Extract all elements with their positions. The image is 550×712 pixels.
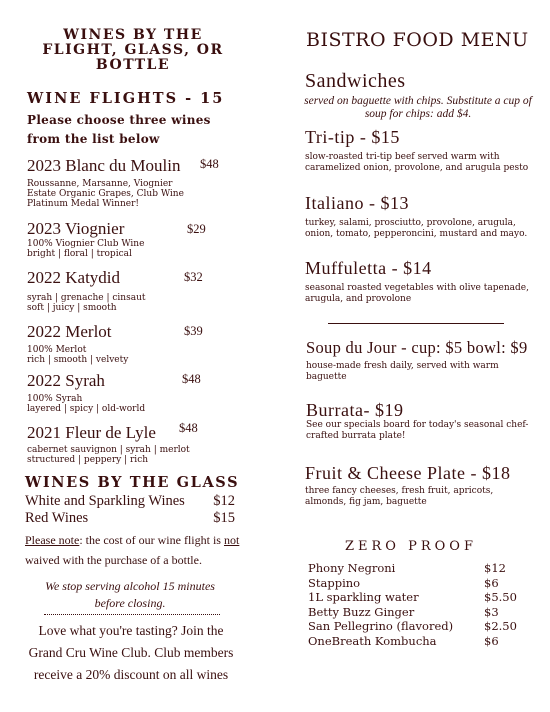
- wine-name: 2022 Merlot: [27, 322, 112, 341]
- wine-price: $48: [200, 157, 219, 171]
- wine-desc-line: 100% Merlot: [27, 345, 87, 355]
- fruit-plate-name: Fruit & Cheese Plate - $18: [305, 463, 511, 483]
- zero-proof-name: OneBreath Kombucha: [308, 633, 437, 648]
- wine-name: 2022 Syrah: [27, 371, 105, 390]
- zero-proof-price: $12: [484, 561, 506, 575]
- section-divider: [328, 323, 504, 324]
- wine-desc: [27, 345, 233, 365]
- wine-name: 2022 Katydid: [27, 268, 121, 287]
- menu-item-name: Muffuletta - $14: [305, 258, 432, 278]
- wine-desc-line: bright | floral | tropical: [27, 249, 132, 259]
- wine-club-promo: Love what you're tasting? Join the Grand Cru Wine Club. Club members receive a 20% discount on all wines: [28, 623, 234, 682]
- wine-price: $39: [184, 324, 203, 338]
- wine-desc-line: 100% Syrah: [27, 394, 83, 404]
- dotted-divider: [44, 614, 220, 615]
- burrata-name: Burrata- $19: [306, 400, 404, 420]
- wine-list: [27, 156, 242, 476]
- glass-item-name: White and Sparkling Wines: [25, 493, 185, 509]
- wine-name: 2023 Viognier: [27, 219, 125, 238]
- note-label: Please note: [25, 533, 80, 547]
- wine-item: [27, 268, 233, 313]
- flight-note: [25, 530, 240, 570]
- soup-name: Soup du Jour - cup: $5 bowl: $9: [306, 338, 528, 357]
- wine-desc-line: Estate Organic Grapes, Club Wine: [27, 189, 184, 199]
- menu-item-name: Tri-tip - $15: [305, 127, 400, 147]
- glass-item-name: Red Wines: [25, 510, 89, 526]
- note-text: : the cost of our wine flight is: [79, 533, 221, 547]
- zero-proof-price: $2.50: [484, 619, 517, 633]
- wine-item: [27, 219, 233, 259]
- sandwiches-subtitle: served on baguette with chips. Substitute a cup of soup for chips: add $4.: [304, 95, 532, 120]
- wine-menu-title: WINES BY THE FLIGHT, GLASS, OR BOTTLE: [42, 27, 224, 73]
- menu-item-desc: seasonal roasted vegetables with olive tapenade, arugula, and provolone: [305, 283, 529, 304]
- zero-proof-name: San Pellegrino (flavored): [308, 619, 454, 633]
- glass-item: [25, 493, 235, 510]
- wine-desc: [27, 394, 233, 414]
- wine-desc: [27, 239, 233, 259]
- zero-proof-name: Phony Negroni: [308, 561, 396, 575]
- zero-proof-item: [308, 590, 520, 605]
- wine-desc: [27, 179, 233, 209]
- glass-item-price: $12: [213, 493, 235, 509]
- stop-serving-note: We stop serving alcohol 15 minutes before closing.: [45, 579, 215, 610]
- wine-name: 2023 Blanc du Moulin: [27, 156, 181, 175]
- wine-flights-heading: WINE FLIGHTS - 15: [27, 90, 225, 107]
- wine-name: 2021 Fleur de Lyle: [27, 423, 156, 442]
- zero-proof-price: $3: [484, 604, 499, 619]
- wine-price: $29: [187, 222, 206, 236]
- zero-proof-price: $5.50: [484, 590, 517, 604]
- soup-desc: house-made fresh daily, served with warm baguette: [306, 361, 499, 382]
- wine-desc-line: syrah | grenache | cinsaut: [27, 293, 146, 303]
- note-not: not: [223, 533, 240, 547]
- zero-proof-price: $6: [484, 575, 499, 590]
- wine-desc: [27, 445, 233, 465]
- zero-proof-item: [308, 561, 520, 576]
- wine-desc-line: structured | peppery | rich: [27, 455, 149, 465]
- zero-proof-name: 1L sparkling water: [308, 590, 419, 604]
- glass-item-price: $15: [213, 510, 235, 526]
- wine-item: [27, 322, 233, 365]
- fruit-plate-desc: three fancy cheeses, fresh fruit, apricots, almonds, fig jam, baguette: [305, 486, 494, 507]
- wine-price: $48: [179, 421, 198, 435]
- wine-price: $48: [182, 372, 201, 386]
- wine-price: $32: [184, 270, 203, 284]
- menu-item-desc: turkey, salami, prosciutto, provolone, arugula, onion, tomato, pepperoncini, mustard and mayo.: [305, 218, 528, 239]
- wine-item: [27, 156, 233, 209]
- menu-item-desc: slow-roasted tri-tip beef served warm with caramelized onion, provolone, and arugula pesto: [305, 152, 529, 173]
- wine-desc: [27, 293, 233, 313]
- wine-item: [27, 371, 233, 414]
- zero-proof-heading: ZERO PROOF: [345, 539, 477, 554]
- sandwiches-heading: Sandwiches: [305, 70, 406, 92]
- zero-proof-item: [308, 605, 520, 620]
- wine-flights-note: Please choose three wines from the list below: [27, 113, 211, 146]
- glass-item: [25, 510, 235, 527]
- wine-desc-line: soft | juicy | smooth: [27, 303, 117, 313]
- zero-proof-item: [308, 576, 520, 591]
- wine-desc-line: Roussanne, Marsanne, Viognier: [27, 179, 173, 189]
- wine-desc-line: Platinum Medal Winner!: [27, 199, 139, 209]
- wine-desc-line: rich | smooth | velvety: [27, 355, 129, 365]
- wine-desc-line: 100% Viognier Club Wine: [27, 239, 145, 249]
- food-menu-title: BISTRO FOOD MENU: [306, 29, 529, 51]
- wine-desc-line: layered | spicy | old-world: [27, 404, 146, 414]
- zero-proof-list: [308, 561, 520, 648]
- menu-item-name: Italiano - $13: [305, 193, 409, 213]
- burrata-desc: See our specials board for today's seasonal chef-crafted burrata plate!: [306, 420, 529, 441]
- wine-item: [27, 423, 233, 465]
- wine-desc-line: cabernet sauvignon | syrah | merlot: [27, 445, 190, 455]
- zero-proof-name: Stappino: [308, 575, 361, 590]
- zero-proof-name: Betty Buzz Ginger: [308, 604, 415, 619]
- note-text: waived with the purchase of a bottle.: [25, 553, 202, 567]
- zero-proof-item: [308, 634, 520, 649]
- zero-proof-price: $6: [484, 633, 499, 648]
- glass-list: [25, 493, 235, 527]
- zero-proof-item: [308, 619, 520, 634]
- wines-by-glass-heading: WINES BY THE GLASS: [25, 474, 240, 491]
